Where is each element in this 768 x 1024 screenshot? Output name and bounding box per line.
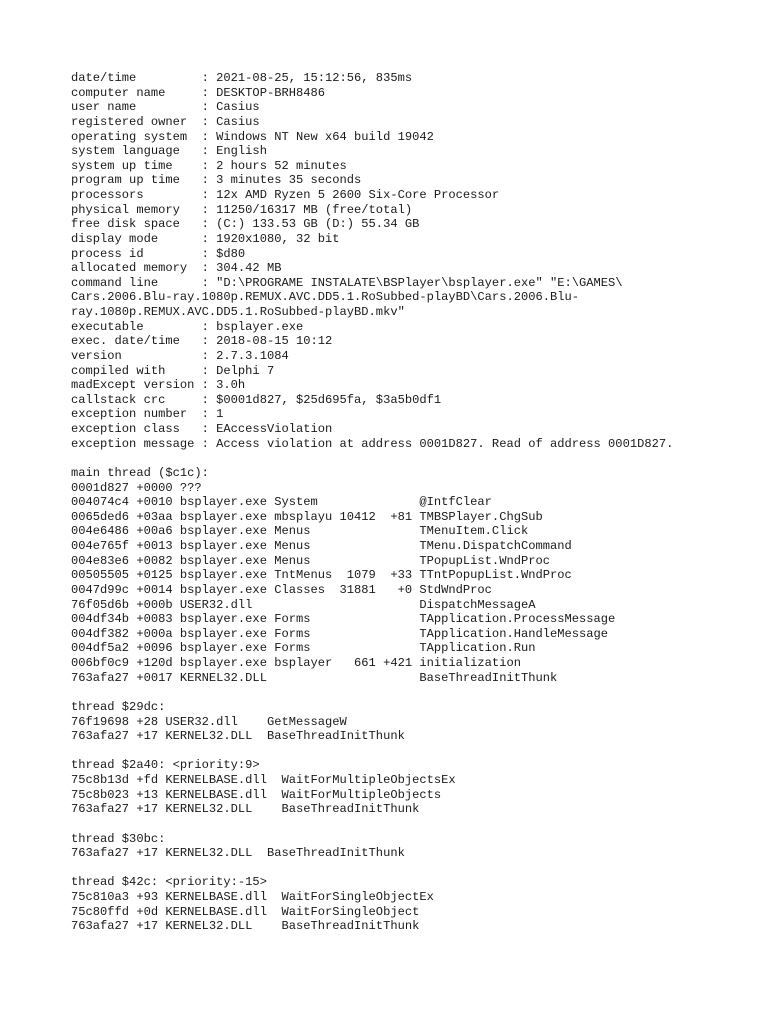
report-line: date/time : 2021-08-25, 15:12:56, 835ms (71, 71, 413, 85)
report-line: 763afa27 +17 KERNEL32.DLL BaseThreadInitThunk (71, 846, 405, 861)
report-line: thread $2a40: <priority:9> (71, 758, 260, 773)
report-line: exception class : EAccessViolation (71, 422, 333, 436)
report-line: 004e765f +0013 bsplayer.exe Menus TMenu.DispatchCommand (71, 539, 572, 553)
report-line: executable : bsplayer.exe (71, 319, 304, 334)
report-line: 75c8b13d +fd KERNELBASE.dll WaitForMultipleObjectsEx (71, 773, 456, 787)
report-line: ray.1080p.REMUX.AVC.DD5.1.RoSubbed-playBD.mkv" (71, 305, 405, 319)
report-line (71, 817, 760, 832)
report-line: 004e83e6 +0082 bsplayer.exe Menus TPopupList.WndProc (71, 553, 550, 568)
report-line: free disk space : (C:) 133.53 GB (D:) 55.34 GB (71, 217, 420, 232)
report-line: 75c810a3 +93 KERNELBASE.dll WaitForSingleObjectEx (71, 890, 434, 904)
report-line (71, 451, 760, 466)
report-line: 004df34b +0083 bsplayer.exe Forms TApplication.ProcessMessage (71, 612, 616, 627)
report-line: 004e6486 +00a6 bsplayer.exe Menus TMenuItem.Click (71, 524, 529, 539)
report-line: 76f19698 +28 USER32.dll GetMessageW (71, 714, 347, 729)
report-line: exception number : 1 (71, 407, 224, 422)
report-line: 00505505 +0125 bsplayer.exe TntMenus 1079 +33 TTntPopupList.WndProc (71, 568, 572, 583)
report-line: operating system : Windows NT New x64 build 19042 (71, 129, 434, 144)
report-line: computer name : DESKTOP-BRH8486 (71, 85, 326, 100)
report-line: 763afa27 +17 KERNEL32.DLL BaseThreadInitThunk (71, 919, 420, 934)
bug-report-text (71, 71, 760, 934)
report-line: callstack crc : $0001d827, $25d695fa, $3a5b0df1 (71, 392, 442, 407)
report-line: 763afa27 +17 KERNEL32.DLL BaseThreadInitThunk (71, 729, 405, 744)
report-line: 004df382 +000a bsplayer.exe Forms TApplication.HandleMessage (71, 626, 609, 641)
report-line: display mode : 1920x1080, 32 bit (71, 231, 340, 246)
report-line: Cars.2006.Blu-ray.1080p.REMUX.AVC.DD5.1.RoSubbed-playBD\Cars.2006.Blu- (71, 290, 580, 305)
report-line: process id : $d80 (71, 246, 246, 261)
report-line: main thread ($c1c): (71, 465, 209, 480)
report-line: allocated memory : 304.42 MB (71, 261, 282, 276)
report-line: command line : "D:\PROGRAME INSTALATE\BSPlayer\bsplayer.exe" "E:\GAMES\ (71, 275, 623, 290)
report-line: 004074c4 +0010 bsplayer.exe System @IntfClear (71, 495, 492, 510)
report-line: registered owner : Casius (71, 114, 260, 129)
report-line: processors : 12x AMD Ryzen 5 2600 Six-Core Processor (71, 188, 500, 202)
report-line: program up time : 3 minutes 35 seconds (71, 173, 362, 188)
report-line: 75c8b023 +13 KERNELBASE.dll WaitForMultipleObjects (71, 787, 442, 802)
report-line (71, 861, 760, 876)
report-line: exception message : Access violation at address 0001D827. Read of address 0001D827. (71, 436, 674, 451)
report-line: 0001d827 +0000 ??? (71, 480, 202, 495)
report-line: 76f05d6b +000b USER32.dll DispatchMessageA (71, 597, 536, 612)
report-line: system up time : 2 hours 52 minutes (71, 158, 347, 173)
report-line (71, 685, 760, 700)
report-line: compiled with : Delphi 7 (71, 363, 275, 378)
report-line: 006bf0c9 +120d bsplayer.exe bsplayer 661 +421 initialization (71, 656, 521, 670)
report-line: 0047d99c +0014 bsplayer.exe Classes 31881 +0 StdWndProc (71, 582, 492, 597)
report-line: 763afa27 +0017 KERNEL32.DLL BaseThreadInitThunk (71, 670, 558, 685)
report-line: madExcept version : 3.0h (71, 378, 246, 393)
report-line (71, 744, 760, 759)
report-line: thread $42c: <priority:-15> (71, 875, 267, 890)
report-line: exec. date/time : 2018-08-15 10:12 (71, 334, 333, 349)
report-line: version : 2.7.3.1084 (71, 348, 289, 363)
report-line: physical memory : 11250/16317 MB (free/total) (71, 202, 413, 217)
report-line: 004df5a2 +0096 bsplayer.exe Forms TApplication.Run (71, 641, 536, 656)
report-line: 763afa27 +17 KERNEL32.DLL BaseThreadInitThunk (71, 802, 420, 817)
report-line: thread $30bc: (71, 831, 166, 846)
report-line: 0065ded6 +03aa bsplayer.exe mbsplayu 10412 +81 TMBSPlayer.ChgSub (71, 509, 543, 524)
report-line: 75c80ffd +0d KERNELBASE.dll WaitForSingleObject (71, 904, 420, 919)
report-line: thread $29dc: (71, 699, 166, 714)
report-line: user name : Casius (71, 100, 260, 115)
report-line: system language : English (71, 144, 267, 159)
